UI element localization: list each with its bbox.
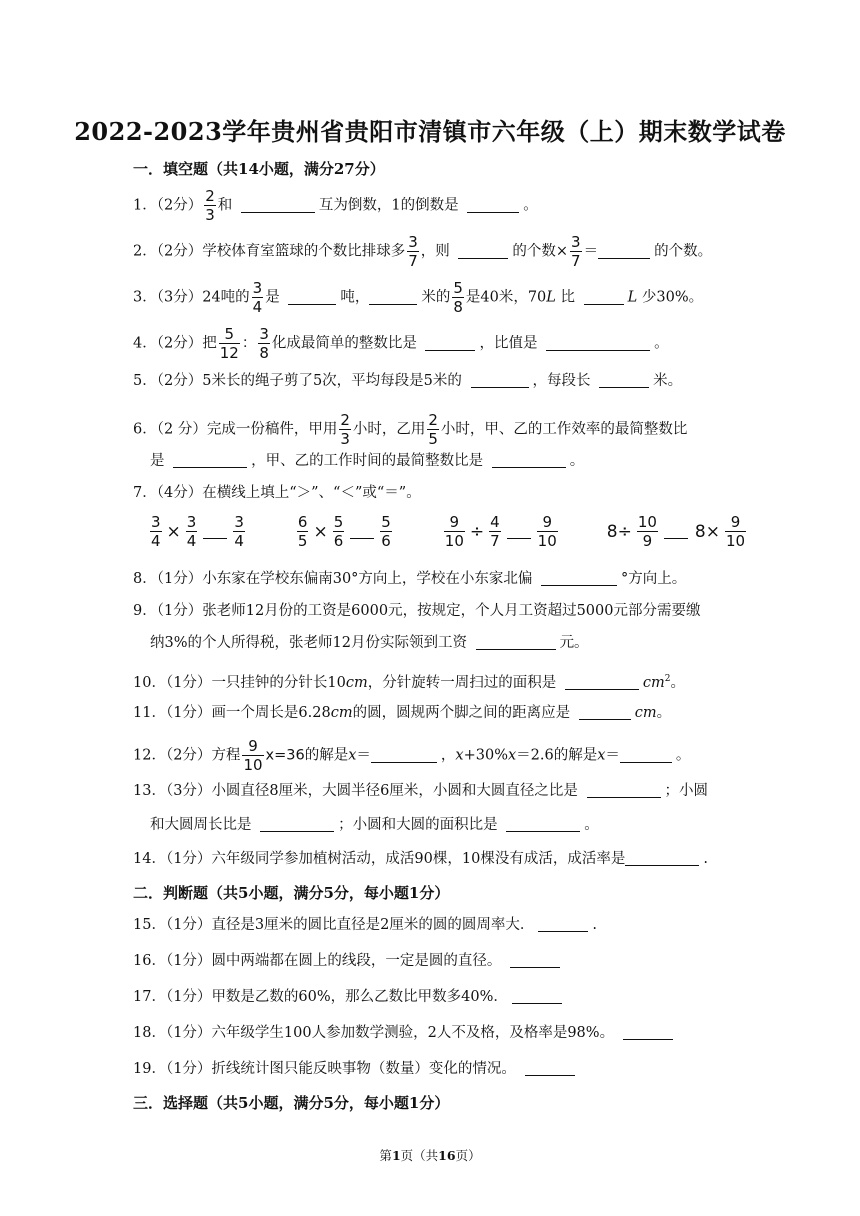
fraction: $\frac{2}{3}$ [340,411,350,448]
question-11: 11．（1分）画一个周长是6.28cm的圆，圆规两个脚之间的距离应是 cm。 [133,705,672,721]
comparison-item: $\frac{6}{5}$ × $\frac{5}{6}$ $\frac{5}{6}$ [297,513,391,550]
fraction: $\frac{3}{7}$ [571,233,581,270]
question-17: 17．（1分）甲数是乙数的60%，那么乙数比甲数多40%． [133,984,734,1010]
answer-blank[interactable] [471,371,529,388]
answer-blank[interactable] [625,849,699,866]
answer-blank[interactable] [584,288,624,305]
question-14: 14．（1分）六年级同学参加植树活动，成活90棵，10棵没有成活，成活率是 . [133,851,708,867]
page-number: 1 [391,1148,401,1163]
question-9: 9．（1分）张老师12月份的工资是6000元，按规定，个人月工资超过5000元部分需要缴 [133,603,701,619]
fraction: $\frac{3}{8}$ [259,325,269,362]
question-16: 16．（1分）圆中两端都在圆上的线段，一定是圆的直径。 [133,948,734,974]
comparison-item: $\frac{9}{10}$ ÷ $\frac{4}{7}$ $\frac{9}{10}$ [444,513,557,550]
answer-blank[interactable] [599,371,649,388]
question-3: 3．（3分）24吨的 $\frac{3}{4}$ 是 吨， 米的 $\frac{5}{8}$ 是40米，70L 比 L 少30%。 [133,279,704,316]
question-15: 15．（1分）直径是3厘米的圆比直径是2厘米的圆的圆周率大． . [133,917,597,933]
fraction: $\frac{2}{3}$ [205,187,215,224]
question-6-cont: 是 ，甲、乙的工作时间的最简整数比是 。 [150,453,585,469]
answer-blank[interactable] [541,569,617,586]
fraction: $\frac{3}{4}$ [252,279,263,316]
answer-blank[interactable] [241,196,315,213]
fraction: $\frac{5}{8}$ [453,279,463,316]
page-total: 16 [438,1148,456,1163]
question-5: 5．（2分）5米长的绳子剪了5次，平均每段是5米的 ，每段长 米。 [133,373,683,389]
compare-blank[interactable] [507,524,531,539]
answer-blank[interactable] [288,288,336,305]
answer-blank[interactable] [371,746,437,763]
answer-blank[interactable] [506,815,580,832]
question-1: 1．（2分） $\frac{2}{3}$ 和 互为倒数，1的倒数是 。 [133,187,538,224]
answer-blank[interactable] [525,1059,575,1076]
answer-blank[interactable] [260,815,334,832]
page-footer: 第1页（共16页） [379,1148,481,1163]
compare-blank[interactable] [350,524,374,539]
question-19: 19．（1分）折线统计图只能反映事物（数量）变化的情况。 [133,1056,734,1082]
question-10: 10．（1分）一只挂钟的分针长10cm，分针旋转一周扫过的面积是 $cm^2$。 [133,674,685,691]
fraction: $\frac{2}{5}$ [428,411,438,448]
fraction: $\frac{9}{10}$ [243,737,263,774]
fraction: $\frac{3}{7}$ [408,233,418,270]
answer-blank[interactable] [173,451,247,468]
question-8: 8．（1分）小东家在学校东偏南30°方向上，学校在小东家北偏 °方向上。 [133,571,687,587]
section-multiple-choice: 三．选择题（共5小题，满分5分，每小题1分） [133,1094,450,1112]
fraction: $\frac{5}{12}$ [219,325,239,362]
answer-blank[interactable] [476,633,556,650]
question-6: 6．（2 分）完成一份稿件，甲用 $\frac{2}{3}$ 小时，乙用 $\frac{2}{5}$ 小时，甲、乙的工作效率的最简整数比 [133,411,688,448]
answer-blank[interactable] [492,451,566,468]
compare-blank[interactable] [664,524,688,539]
answer-blank[interactable] [467,196,519,213]
answer-blank[interactable] [579,703,631,720]
answer-blank[interactable] [369,288,417,305]
question-13-cont: 和大圆周长比是 ；小圆和大圆的面积比是 。 [150,817,599,833]
answer-blank[interactable] [623,1023,673,1040]
question-9-cont: 纳3%的个人所得税，张老师12月份实际领到工资 元。 [150,635,589,651]
comparison-item: 8÷ $\frac{10}{9}$ 8× $\frac{9}{10}$ [606,513,746,550]
answer-blank[interactable] [458,242,508,259]
answer-blank[interactable] [587,781,661,798]
answer-blank[interactable] [598,242,650,259]
comparison-item: $\frac{3}{4}$ × $\frac{3}{4}$ $\frac{3}{4}$ [151,513,244,550]
question-13: 13．（3分）小圆直径8厘米，大圆半径6厘米，小圆和大圆直径之比是 ；小圆 [133,783,708,799]
section-fill-in: 一．填空题（共14小题，满分27分） [133,160,385,178]
question-12: 12．（2分）方程 $\frac{9}{10}$ x=36的解是x＝ ，x+30%x＝2.6的解是x＝ 。 [133,737,691,774]
question-7: 7．（4分）在横线上填上“＞”、“＜”或“＝”。 [133,485,421,501]
question-18: 18．（1分）六年级学生100人参加数学测验，2人不及格，及格率是98%。 [133,1020,734,1046]
answer-blank[interactable] [546,334,650,351]
comparison-row [148,514,748,549]
question-4: 4．（2分）把 $\frac{5}{12}$ ： $\frac{3}{8}$ 化成最简单的整数比是 ，比值是 。 [133,325,669,362]
answer-blank[interactable] [510,951,560,968]
question-2: 2．（2分）学校体育室篮球的个数比排球多 $\frac{3}{7}$ ，则 的个数× $\frac{3}{7}$ ＝ 的个数。 [133,233,713,270]
answer-blank[interactable] [425,334,475,351]
document-title: 2022-2023学年贵州省贵阳市清镇市六年级（上）期末数学试卷 [74,117,786,146]
answer-blank[interactable] [538,915,588,932]
answer-blank[interactable] [512,987,562,1004]
section-true-false: 二．判断题（共5小题，满分5分，每小题1分） [133,884,450,902]
answer-blank[interactable] [565,673,639,690]
compare-blank[interactable] [203,524,227,539]
answer-blank[interactable] [620,746,672,763]
